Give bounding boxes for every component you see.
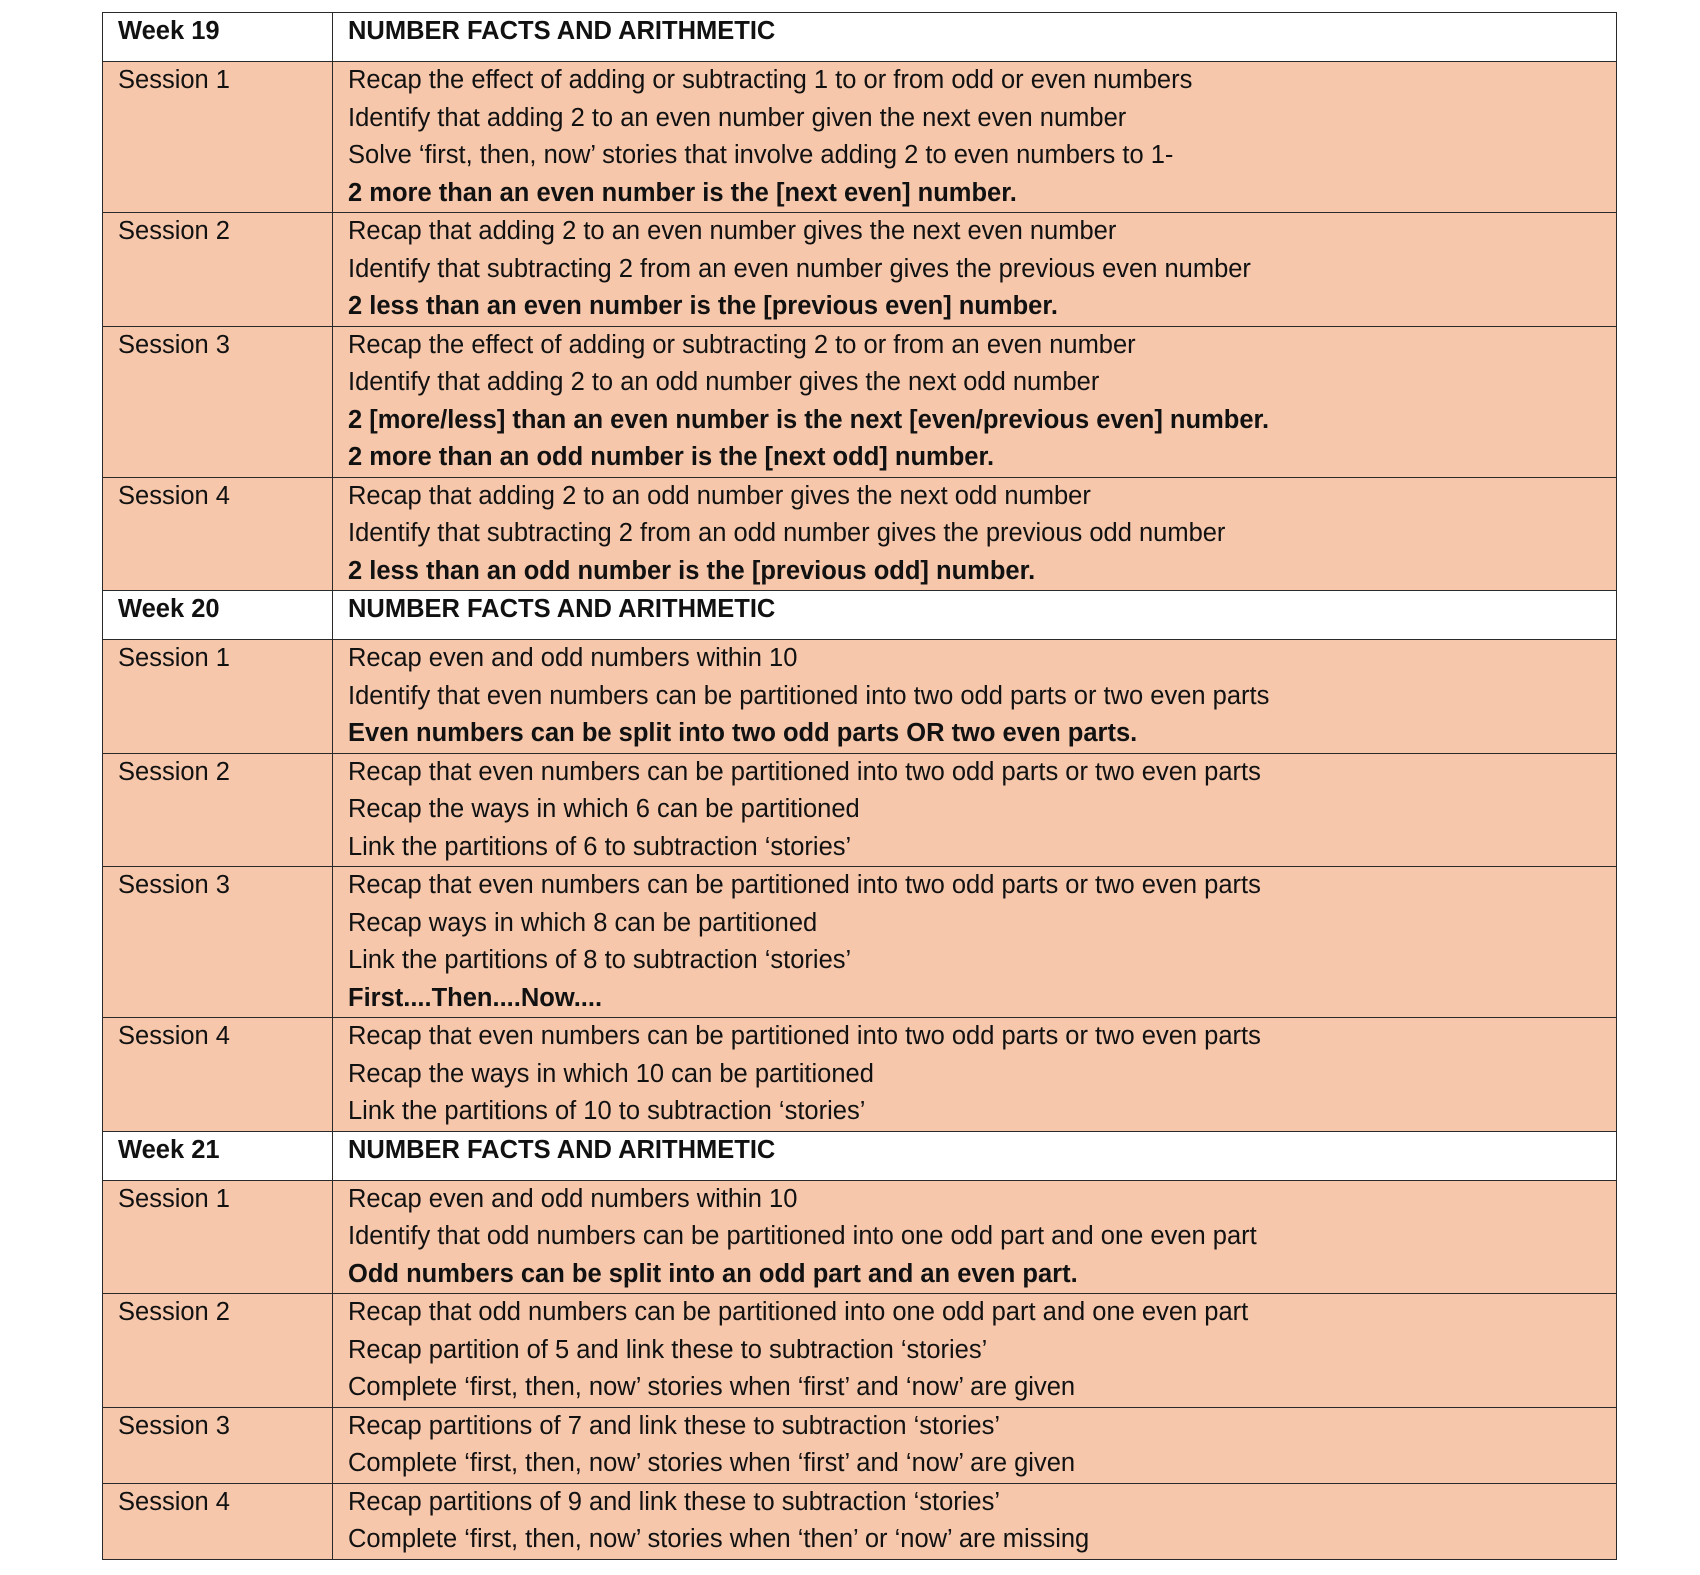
objective-line: Recap even and odd numbers within 10 xyxy=(348,1184,798,1213)
key-statement: Odd numbers can be split into an odd part and an even part. xyxy=(348,1259,1078,1288)
session-row xyxy=(103,213,1617,327)
objective-line: Identify that adding 2 to an odd number gives the next odd number xyxy=(348,368,1100,396)
key-statement: 2 less than an odd number is the [previous odd] number. xyxy=(348,556,1036,585)
objective-line: Identify that adding 2 to an even number given the next even number xyxy=(348,103,1127,132)
session-label: Session 2 xyxy=(103,213,333,327)
session-objectives xyxy=(333,640,1617,754)
week-label: Week 21 xyxy=(103,1131,333,1180)
session-objectives xyxy=(333,753,1617,867)
session-row xyxy=(103,1294,1617,1408)
objective-line: Recap partition of 5 and link these to subtraction ‘stories’ xyxy=(348,1335,988,1364)
session-objectives xyxy=(333,1294,1617,1408)
lesson-plan-body xyxy=(103,13,1617,1560)
objective-line: Complete ‘first, then, now’ stories when ‘first’ and ‘now’ are given xyxy=(348,1373,1076,1401)
week-title: NUMBER FACTS AND ARITHMETIC xyxy=(333,591,1617,640)
session-label: Session 2 xyxy=(103,753,333,867)
objective-line: Link the partitions of 8 to subtraction ‘stories’ xyxy=(348,946,852,974)
session-objectives xyxy=(333,477,1617,591)
session-objectives xyxy=(333,213,1617,327)
objective-line: Solve ‘first, then, now’ stories that involve adding 2 to even numbers to 1- xyxy=(348,141,1174,169)
week-header-row xyxy=(103,1131,1617,1180)
session-objectives xyxy=(333,1407,1617,1483)
objective-line: Identify that subtracting 2 from an odd number gives the previous odd number xyxy=(348,519,1226,547)
week-header-row xyxy=(103,13,1617,62)
session-label: Session 4 xyxy=(103,1018,333,1132)
objective-line: Link the partitions of 6 to subtraction ‘stories’ xyxy=(348,832,852,861)
objective-line: Recap partitions of 9 and link these to subtraction ‘stories’ xyxy=(348,1487,1001,1516)
key-statement: 2 more than an even number is the [next even] number. xyxy=(348,178,1017,207)
objective-line: Recap that odd numbers can be partitioned into one odd part and one even part xyxy=(348,1298,1249,1326)
objective-line: Link the partitions of 10 to subtraction ‘stories’ xyxy=(348,1097,866,1125)
objective-line: Identify that even numbers can be partitioned into two odd parts or two even parts xyxy=(348,681,1270,710)
session-row xyxy=(103,1180,1617,1294)
key-statement: Even numbers can be split into two odd parts OR two even parts. xyxy=(348,719,1138,747)
session-label: Session 1 xyxy=(103,640,333,754)
session-objectives xyxy=(333,1483,1617,1559)
week-header-row xyxy=(103,591,1617,640)
objective-line: Recap partitions of 7 and link these to subtraction ‘stories’ xyxy=(348,1411,1001,1440)
objective-line: Recap the ways in which 6 can be partitioned xyxy=(348,795,860,823)
objective-line: Complete ‘first, then, now’ stories when ‘first’ and ‘now’ are given xyxy=(348,1449,1076,1477)
objective-line: Recap the ways in which 10 can be partitioned xyxy=(348,1059,874,1088)
objective-line: Recap ways in which 8 can be partitioned xyxy=(348,908,818,937)
objective-line: Recap the effect of adding or subtracting 1 to or from odd or even numbers xyxy=(348,66,1193,94)
week-title: NUMBER FACTS AND ARITHMETIC xyxy=(333,1131,1617,1180)
session-objectives xyxy=(333,867,1617,1018)
objective-line: Recap that even numbers can be partitioned into two odd parts or two even parts xyxy=(348,871,1261,899)
session-row xyxy=(103,477,1617,591)
session-label: Session 3 xyxy=(103,1407,333,1483)
session-row xyxy=(103,1483,1617,1559)
session-row xyxy=(103,640,1617,754)
session-label: Session 1 xyxy=(103,1180,333,1294)
week-label: Week 19 xyxy=(103,13,333,62)
session-row xyxy=(103,1407,1617,1483)
session-label: Session 1 xyxy=(103,62,333,213)
session-row xyxy=(103,62,1617,213)
week-label: Week 20 xyxy=(103,591,333,640)
objective-line: Recap that adding 2 to an odd number gives the next odd number xyxy=(348,481,1091,510)
session-row xyxy=(103,326,1617,477)
lesson-plan-table xyxy=(102,12,1617,1560)
session-row xyxy=(103,1018,1617,1132)
objective-line: Recap that even numbers can be partitioned into two odd parts or two even parts xyxy=(348,757,1261,786)
objective-line: Identify that subtracting 2 from an even number gives the previous even number xyxy=(348,254,1251,283)
session-label: Session 3 xyxy=(103,867,333,1018)
session-objectives xyxy=(333,326,1617,477)
session-objectives xyxy=(333,1180,1617,1294)
objective-line: Recap that adding 2 to an even number gives the next even number xyxy=(348,217,1117,245)
objective-line: Identify that odd numbers can be partitioned into one odd part and one even part xyxy=(348,1222,1257,1250)
session-label: Session 4 xyxy=(103,477,333,591)
session-label: Session 4 xyxy=(103,1483,333,1559)
session-label: Session 2 xyxy=(103,1294,333,1408)
session-row xyxy=(103,867,1617,1018)
session-label: Session 3 xyxy=(103,326,333,477)
key-statement: 2 less than an even number is the [previous even] number. xyxy=(348,292,1058,320)
session-row xyxy=(103,753,1617,867)
objective-line: Complete ‘first, then, now’ stories when ‘then’ or ‘now’ are missing xyxy=(348,1525,1090,1553)
session-objectives xyxy=(333,1018,1617,1132)
objective-line: Recap even and odd numbers within 10 xyxy=(348,644,798,672)
objective-line: Recap that even numbers can be partitioned into two odd parts or two even parts xyxy=(348,1022,1261,1050)
key-statement: 2 more than an odd number is the [next odd] number. xyxy=(348,443,995,471)
week-title: NUMBER FACTS AND ARITHMETIC xyxy=(333,13,1617,62)
key-statement: 2 [more/less] than an even number is the next [even/previous even] number. xyxy=(348,405,1270,434)
session-objectives xyxy=(333,62,1617,213)
key-statement: First....Then....Now.... xyxy=(348,983,603,1012)
objective-line: Recap the effect of adding or subtracting 2 to or from an even number xyxy=(348,330,1136,359)
